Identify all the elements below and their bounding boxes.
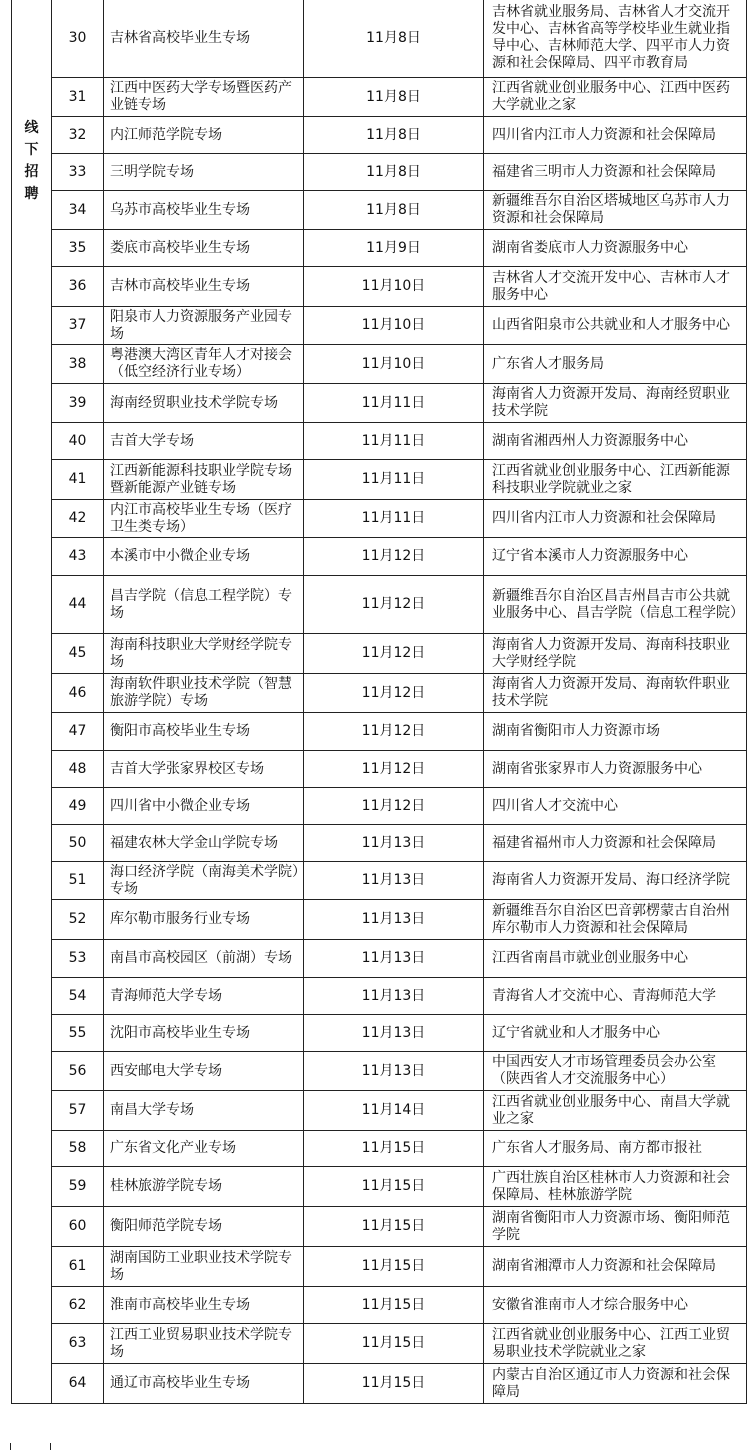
venue-name: 衡阳师范学院专场 (104, 1207, 304, 1247)
organizer: 海南省人力资源开发局、海口经济学院 (484, 862, 747, 900)
venue-name: 阳泉市人力资源服务产业园专场 (104, 307, 304, 345)
venue-name: 粤港澳大湾区青年人才对接会（低空经济行业专场） (104, 345, 304, 384)
event-date: 11月12日 (304, 788, 484, 825)
category-cell (12, 0, 52, 1404)
venue-name: 海南经贸职业技术学院专场 (104, 384, 304, 423)
organizer: 湖南省衡阳市人力资源市场、衡阳师范学院 (484, 1207, 747, 1247)
venue-name: 江西新能源科技职业学院专场暨新能源产业链专场 (104, 460, 304, 500)
table-row (12, 788, 747, 825)
event-date: 11月10日 (304, 267, 484, 307)
row-number: 56 (52, 1052, 104, 1091)
row-number: 49 (52, 788, 104, 825)
row-number: 35 (52, 230, 104, 267)
organizer: 辽宁省本溪市人力资源服务中心 (484, 538, 747, 576)
organizer: 安徽省淮南市人才综合服务中心 (484, 1287, 747, 1324)
table-row (12, 825, 747, 862)
event-date: 11月12日 (304, 674, 484, 713)
organizer: 福建省福州市人力资源和社会保障局 (484, 825, 747, 862)
organizer: 山西省阳泉市公共就业和人才服务中心 (484, 307, 747, 345)
organizer: 四川省内江市人力资源和社会保障局 (484, 500, 747, 538)
organizer: 湖南省张家界市人力资源服务中心 (484, 751, 747, 788)
event-date: 11月15日 (304, 1287, 484, 1324)
table-row (12, 191, 747, 230)
venue-name: 淮南市高校毕业生专场 (104, 1287, 304, 1324)
row-number: 39 (52, 384, 104, 423)
venue-name: 库尔勒市服务行业专场 (104, 900, 304, 940)
organizer: 江西省就业创业服务中心、江西新能源科技职业学院就业之家 (484, 460, 747, 500)
organizer: 四川省人才交流中心 (484, 788, 747, 825)
row-number: 33 (52, 154, 104, 191)
table-row (12, 1015, 747, 1052)
table-row (12, 1324, 747, 1364)
event-date: 11月15日 (304, 1364, 484, 1404)
organizer: 吉林省人才交流开发中心、吉林市人才服务中心 (484, 267, 747, 307)
venue-name: 沈阳市高校毕业生专场 (104, 1015, 304, 1052)
event-date: 11月9日 (304, 230, 484, 267)
venue-name: 吉林市高校毕业生专场 (104, 267, 304, 307)
organizer: 广东省人才服务局 (484, 345, 747, 384)
organizer: 内蒙古自治区通辽市人力资源和社会保障局 (484, 1364, 747, 1404)
event-date: 11月12日 (304, 576, 484, 634)
table-row (12, 423, 747, 460)
row-number: 42 (52, 500, 104, 538)
venue-name: 江西工业贸易职业技术学院专场 (104, 1324, 304, 1364)
next-section-stub (0, 1443, 750, 1450)
organizer: 四川省内江市人力资源和社会保障局 (484, 117, 747, 154)
table-row (12, 345, 747, 384)
table-row (12, 307, 747, 345)
event-date: 11月8日 (304, 154, 484, 191)
organizer: 新疆维吾尔自治区塔城地区乌苏市人力资源和社会保障局 (484, 191, 747, 230)
organizer: 福建省三明市人力资源和社会保障局 (484, 154, 747, 191)
table-row (12, 751, 747, 788)
row-number: 54 (52, 978, 104, 1015)
event-date: 11月13日 (304, 1015, 484, 1052)
organizer: 江西省就业创业服务中心、南昌大学就业之家 (484, 1091, 747, 1131)
venue-name: 吉首大学专场 (104, 423, 304, 460)
organizer: 辽宁省就业和人才服务中心 (484, 1015, 747, 1052)
organizer: 广西壮族自治区桂林市人力资源和社会保障局、桂林旅游学院 (484, 1167, 747, 1207)
table-row (12, 1131, 747, 1167)
row-number: 51 (52, 862, 104, 900)
row-number: 59 (52, 1167, 104, 1207)
venue-name: 内江市高校毕业生专场（医疗卫生类专场） (104, 500, 304, 538)
event-date: 11月13日 (304, 940, 484, 978)
organizer: 海南省人力资源开发局、海南科技职业大学财经学院 (484, 634, 747, 674)
table-row (12, 862, 747, 900)
row-number: 36 (52, 267, 104, 307)
table-row (12, 117, 747, 154)
organizer: 新疆维吾尔自治区昌吉州昌吉市公共就业服务中心、昌吉学院（信息工程学院） (484, 576, 747, 634)
row-number: 31 (52, 78, 104, 117)
organizer: 中国西安人才市场管理委员会办公室（陕西省人才交流服务中心） (484, 1052, 747, 1091)
row-number: 53 (52, 940, 104, 978)
table-row (12, 1091, 747, 1131)
organizer: 新疆维吾尔自治区巴音郭楞蒙古自治州库尔勒市人力资源和社会保障局 (484, 900, 747, 940)
table-row (12, 1364, 747, 1404)
event-date: 11月15日 (304, 1167, 484, 1207)
row-number: 32 (52, 117, 104, 154)
table-row (12, 634, 747, 674)
venue-name: 通辽市高校毕业生专场 (104, 1364, 304, 1404)
event-date: 11月13日 (304, 978, 484, 1015)
row-number: 37 (52, 307, 104, 345)
row-number: 48 (52, 751, 104, 788)
venue-name: 吉林省高校毕业生专场 (104, 0, 304, 78)
venue-name: 西安邮电大学专场 (104, 1052, 304, 1091)
event-date: 11月15日 (304, 1131, 484, 1167)
row-number: 57 (52, 1091, 104, 1131)
table-row (12, 1287, 747, 1324)
venue-name: 乌苏市高校毕业生专场 (104, 191, 304, 230)
row-number: 45 (52, 634, 104, 674)
event-date: 11月8日 (304, 117, 484, 154)
table-row (12, 538, 747, 576)
table-row (12, 900, 747, 940)
event-date: 11月10日 (304, 345, 484, 384)
organizer: 湖南省湘西州人力资源服务中心 (484, 423, 747, 460)
event-date: 11月10日 (304, 307, 484, 345)
venue-name: 海南软件职业技术学院（智慧旅游学院）专场 (104, 674, 304, 713)
venue-name: 福建农林大学金山学院专场 (104, 825, 304, 862)
row-number: 58 (52, 1131, 104, 1167)
event-date: 11月11日 (304, 423, 484, 460)
row-number: 52 (52, 900, 104, 940)
event-date: 11月8日 (304, 0, 484, 78)
event-date: 11月11日 (304, 460, 484, 500)
organizer: 吉林省就业服务局、吉林省人才交流开发中心、吉林省高等学校毕业生就业指导中心、吉林师范大学、四平市人力资源和社会保障局、四平市教育局 (484, 0, 747, 78)
row-number: 50 (52, 825, 104, 862)
table-row (12, 674, 747, 713)
venue-name: 南昌大学专场 (104, 1091, 304, 1131)
event-date: 11月15日 (304, 1247, 484, 1287)
row-number: 62 (52, 1287, 104, 1324)
organizer: 海南省人力资源开发局、海南软件职业技术学院 (484, 674, 747, 713)
organizer: 江西省就业创业服务中心、江西中医药大学就业之家 (484, 78, 747, 117)
table-row (12, 267, 747, 307)
row-number: 60 (52, 1207, 104, 1247)
venue-name: 本溪市中小微企业专场 (104, 538, 304, 576)
venue-name: 四川省中小微企业专场 (104, 788, 304, 825)
row-number: 43 (52, 538, 104, 576)
table-row (12, 0, 747, 78)
table-row (12, 713, 747, 751)
event-date: 11月13日 (304, 900, 484, 940)
event-date: 11月13日 (304, 825, 484, 862)
organizer: 青海省人才交流中心、青海师范大学 (484, 978, 747, 1015)
venue-name: 吉首大学张家界校区专场 (104, 751, 304, 788)
venue-name: 江西中医药大学专场暨医药产业链专场 (104, 78, 304, 117)
venue-name: 青海师范大学专场 (104, 978, 304, 1015)
venue-name: 海南科技职业大学财经学院专场 (104, 634, 304, 674)
row-number: 44 (52, 576, 104, 634)
recruitment-table (11, 0, 747, 1404)
table-row (12, 384, 747, 423)
table-body (12, 0, 747, 1404)
event-date: 11月15日 (304, 1207, 484, 1247)
table-row (12, 230, 747, 267)
venue-name: 衡阳市高校毕业生专场 (104, 713, 304, 751)
organizer: 广东省人才服务局、南方都市报社 (484, 1131, 747, 1167)
venue-name: 湖南国防工业职业技术学院专场 (104, 1247, 304, 1287)
organizer: 湖南省湘潭市人力资源和社会保障局 (484, 1247, 747, 1287)
venue-name: 广东省文化产业专场 (104, 1131, 304, 1167)
row-number: 40 (52, 423, 104, 460)
event-date: 11月12日 (304, 538, 484, 576)
table-row (12, 576, 747, 634)
row-number: 64 (52, 1364, 104, 1404)
row-number: 34 (52, 191, 104, 230)
organizer: 湖南省衡阳市人力资源市场 (484, 713, 747, 751)
table-row (12, 1247, 747, 1287)
table-row (12, 154, 747, 191)
row-number: 38 (52, 345, 104, 384)
row-number: 63 (52, 1324, 104, 1364)
venue-name: 桂林旅游学院专场 (104, 1167, 304, 1207)
event-date: 11月14日 (304, 1091, 484, 1131)
venue-name: 内江师范学院专场 (104, 117, 304, 154)
event-date: 11月13日 (304, 862, 484, 900)
venue-name: 昌吉学院（信息工程学院）专场 (104, 576, 304, 634)
event-date: 11月8日 (304, 78, 484, 117)
event-date: 11月12日 (304, 713, 484, 751)
event-date: 11月8日 (304, 191, 484, 230)
event-date: 11月13日 (304, 1052, 484, 1091)
table-row (12, 500, 747, 538)
organizer: 江西省就业创业服务中心、江西工业贸易职业技术学院就业之家 (484, 1324, 747, 1364)
venue-name: 三明学院专场 (104, 154, 304, 191)
event-date: 11月12日 (304, 751, 484, 788)
organizer: 海南省人力资源开发局、海南经贸职业技术学院 (484, 384, 747, 423)
row-number: 30 (52, 0, 104, 78)
table-row (12, 460, 747, 500)
venue-name: 娄底市高校毕业生专场 (104, 230, 304, 267)
table-row (12, 1207, 747, 1247)
table-row (12, 1167, 747, 1207)
category-label: 线 下 招 聘 (24, 120, 39, 202)
row-number: 61 (52, 1247, 104, 1287)
row-number: 41 (52, 460, 104, 500)
table-row (12, 978, 747, 1015)
event-date: 11月15日 (304, 1324, 484, 1364)
event-date: 11月11日 (304, 500, 484, 538)
event-date: 11月12日 (304, 634, 484, 674)
row-number: 55 (52, 1015, 104, 1052)
organizer: 湖南省娄底市人力资源服务中心 (484, 230, 747, 267)
venue-name: 海口经济学院（南海美术学院）专场 (104, 862, 304, 900)
table-row (12, 1052, 747, 1091)
table-row (12, 940, 747, 978)
organizer: 江西省南昌市就业创业服务中心 (484, 940, 747, 978)
row-number: 47 (52, 713, 104, 751)
event-date: 11月11日 (304, 384, 484, 423)
table-row (12, 78, 747, 117)
row-number: 46 (52, 674, 104, 713)
venue-name: 南昌市高校园区（前湖）专场 (104, 940, 304, 978)
